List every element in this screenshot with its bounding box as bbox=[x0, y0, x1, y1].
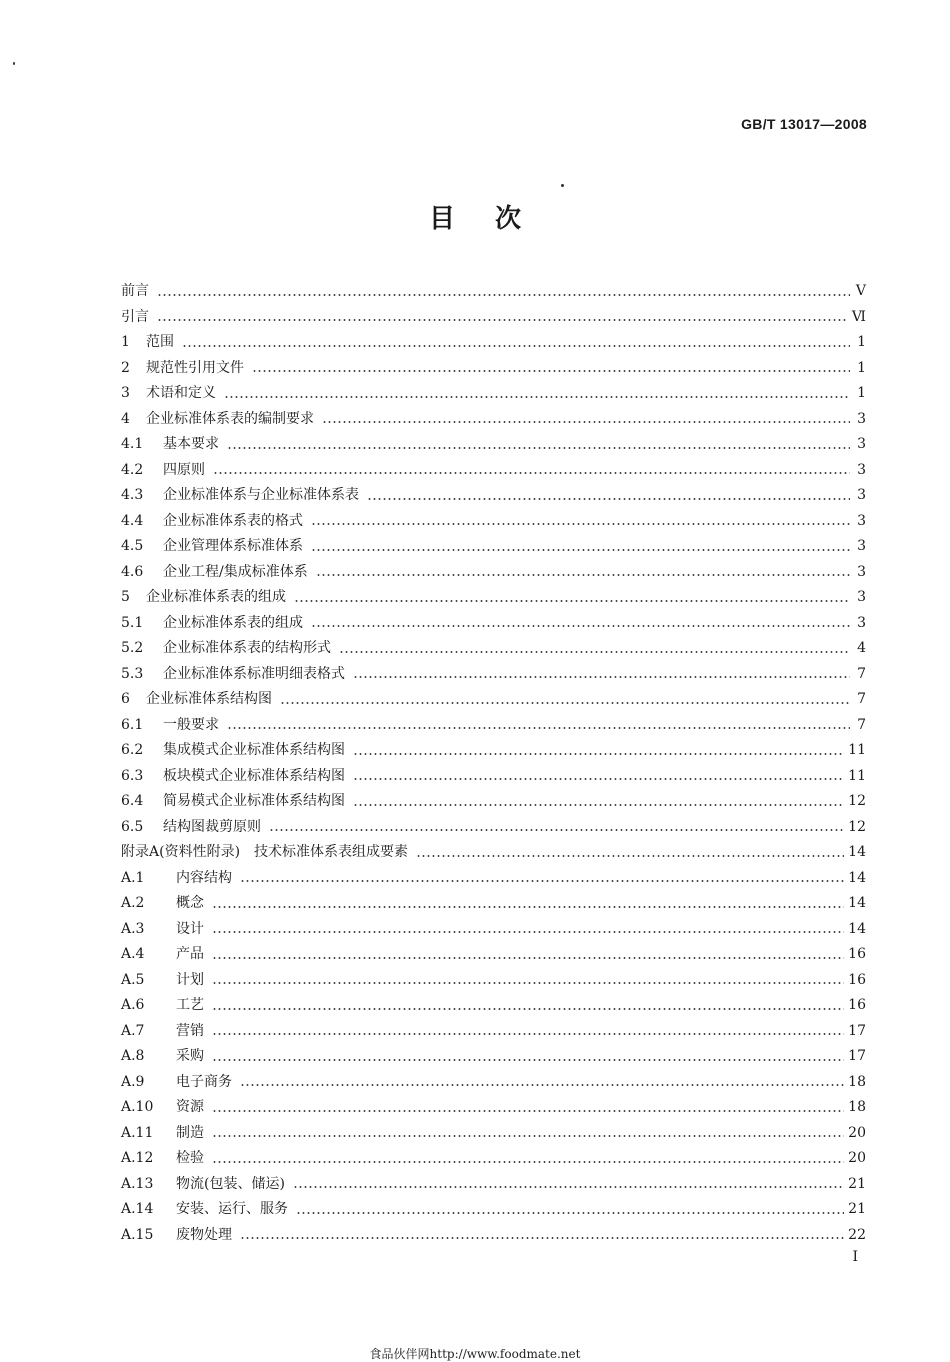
toc-entry[interactable] bbox=[121, 738, 866, 764]
toc-entry-page: 3 bbox=[857, 614, 866, 631]
toc-entry-number: 6.5 bbox=[121, 818, 144, 835]
toc-entry-title: 营销 bbox=[176, 1022, 204, 1039]
dot-leader bbox=[212, 1033, 844, 1035]
toc-entry[interactable] bbox=[121, 585, 866, 611]
toc-entry-page: 3 bbox=[857, 410, 866, 427]
toc-entry[interactable] bbox=[121, 305, 866, 331]
toc-entry-number: A.9 bbox=[121, 1073, 145, 1090]
toc-entry-number: A.10 bbox=[121, 1099, 154, 1115]
toc-entry[interactable] bbox=[121, 483, 866, 509]
toc-entry-number: 4.2 bbox=[121, 461, 144, 478]
toc-entry-page: 18 bbox=[848, 1099, 866, 1115]
scan-speck bbox=[561, 184, 564, 187]
dot-leader bbox=[157, 319, 848, 321]
toc-entry[interactable] bbox=[121, 993, 866, 1019]
toc-entry-title: 集成模式企业标准体系结构图 bbox=[163, 742, 345, 758]
toc-entry-title: 企业标准体系与企业标准体系表 bbox=[163, 487, 359, 503]
toc-entry[interactable] bbox=[121, 1070, 866, 1096]
toc-entry-page: 17 bbox=[848, 1022, 866, 1039]
toc-entry-page: 16 bbox=[848, 946, 866, 962]
toc-entry-number: 5.2 bbox=[121, 640, 144, 656]
toc-entry[interactable] bbox=[121, 1223, 866, 1249]
toc-entry-number: 5 bbox=[121, 589, 130, 605]
toc-entry-title: 设计 bbox=[176, 920, 204, 937]
dot-leader bbox=[224, 396, 850, 398]
dot-leader bbox=[240, 880, 844, 882]
toc-entry-number: 4.3 bbox=[121, 487, 144, 503]
toc-entry-title: 规范性引用文件 bbox=[146, 359, 244, 376]
toc-entry[interactable] bbox=[121, 942, 866, 968]
dot-leader bbox=[212, 931, 844, 933]
toc-entry-number: A.15 bbox=[121, 1226, 154, 1243]
dot-leader bbox=[212, 1059, 844, 1061]
toc-entry-title: 计划 bbox=[176, 971, 204, 988]
toc-entry[interactable] bbox=[121, 458, 866, 484]
toc-entry-page: 12 bbox=[848, 793, 866, 809]
toc-entry[interactable] bbox=[121, 330, 866, 356]
toc-entry[interactable] bbox=[121, 560, 866, 586]
toc-entry-page: 3 bbox=[857, 589, 866, 605]
dot-leader bbox=[212, 982, 844, 984]
dot-leader bbox=[212, 1008, 844, 1010]
dot-leader bbox=[157, 294, 850, 296]
toc-entry-page: 1 bbox=[857, 385, 866, 401]
toc-entry-title: 附录A(资料性附录) 技术标准体系表组成要素 bbox=[121, 844, 409, 860]
toc-entry-title: 产品 bbox=[176, 946, 204, 962]
toc-entry-title: 四原则 bbox=[163, 461, 205, 478]
toc-entry[interactable] bbox=[121, 1172, 866, 1198]
toc-entry-title: 板块模式企业标准体系结构图 bbox=[163, 767, 345, 784]
toc-entry-title: 物流(包装、储运) bbox=[176, 1175, 285, 1192]
toc-entry-title: 前言 bbox=[121, 283, 149, 299]
toc-entry-number: 5.3 bbox=[121, 665, 144, 682]
scan-speck bbox=[13, 62, 15, 65]
toc-entry[interactable] bbox=[121, 356, 866, 382]
toc-entry-number: 2 bbox=[121, 359, 130, 376]
dot-leader bbox=[311, 625, 850, 627]
toc-entry[interactable] bbox=[121, 866, 866, 892]
toc-entry-page: 7 bbox=[857, 691, 866, 707]
toc-entry-title: 基本要求 bbox=[163, 436, 219, 452]
dot-leader bbox=[212, 906, 844, 908]
toc-entry-page: 3 bbox=[857, 461, 866, 478]
toc-entry[interactable] bbox=[121, 968, 866, 994]
toc-entry[interactable] bbox=[121, 764, 866, 790]
toc-entry-page: 14 bbox=[848, 869, 866, 886]
toc-entry-number: A.5 bbox=[121, 971, 145, 988]
dot-leader bbox=[316, 574, 850, 576]
toc-entry-number: 6.4 bbox=[121, 793, 144, 809]
toc-entry-number: 5.1 bbox=[121, 614, 144, 631]
toc-entry-page: 20 bbox=[848, 1150, 866, 1166]
page-number: Ⅰ bbox=[852, 1249, 858, 1265]
dot-leader bbox=[293, 1186, 844, 1188]
toc-entry-title: 术语和定义 bbox=[146, 385, 216, 401]
toc-entry-page: 11 bbox=[848, 767, 866, 784]
toc-entry-page: 3 bbox=[857, 436, 866, 452]
toc-entry-number: 4.4 bbox=[121, 512, 144, 529]
toc-entry-title: 简易模式企业标准体系结构图 bbox=[163, 793, 345, 809]
toc-entry-page: 1 bbox=[857, 359, 866, 376]
toc-entry-number: A.6 bbox=[121, 997, 145, 1013]
toc-entry-title: 企业标准体系表的组成 bbox=[163, 614, 303, 631]
toc-entry[interactable] bbox=[121, 1146, 866, 1172]
toc-entry-number: A.12 bbox=[121, 1150, 154, 1166]
toc-entry-page: Ⅵ bbox=[851, 308, 866, 325]
toc-entry-title: 概念 bbox=[176, 895, 204, 911]
toc-entry[interactable] bbox=[121, 407, 866, 433]
toc-entry-number: A.3 bbox=[121, 920, 145, 937]
toc-entry[interactable] bbox=[121, 662, 866, 688]
toc-entry[interactable] bbox=[121, 891, 866, 917]
dot-leader bbox=[240, 1084, 844, 1086]
table-of-contents bbox=[121, 279, 866, 1248]
dot-leader bbox=[322, 421, 850, 423]
toc-entry[interactable] bbox=[121, 1019, 866, 1045]
toc-entry-title: 安装、运行、服务 bbox=[176, 1201, 288, 1217]
toc-entry-number: A.2 bbox=[121, 895, 145, 911]
dot-leader bbox=[280, 702, 850, 704]
toc-entry-page: 20 bbox=[848, 1124, 866, 1141]
toc-entry-number: A.7 bbox=[121, 1022, 145, 1039]
toc-entry-title: 采购 bbox=[176, 1048, 204, 1064]
toc-entry-number: 4.1 bbox=[121, 436, 144, 452]
standard-code: GB/T 13017—2008 bbox=[741, 116, 867, 132]
toc-entry-number: A.8 bbox=[121, 1048, 145, 1064]
toc-entry-title: 企业标准体系表的格式 bbox=[163, 512, 303, 529]
toc-entry-title: 工艺 bbox=[176, 997, 204, 1013]
toc-entry-title: 一般要求 bbox=[163, 716, 219, 733]
toc-entry-title: 结构图裁剪原则 bbox=[163, 818, 261, 835]
toc-entry-page: 3 bbox=[857, 563, 866, 580]
toc-entry-page: 12 bbox=[848, 818, 866, 835]
toc-entry-title: 企业标准体系标准明细表格式 bbox=[163, 665, 345, 682]
toc-entry[interactable] bbox=[121, 687, 866, 713]
toc-entry-page: 3 bbox=[857, 487, 866, 503]
toc-entry[interactable] bbox=[121, 381, 866, 407]
toc-entry-page: 14 bbox=[848, 895, 866, 911]
toc-entry-page: 18 bbox=[848, 1073, 866, 1090]
toc-entry-page: 21 bbox=[848, 1201, 866, 1217]
dot-leader bbox=[311, 523, 850, 525]
toc-entry-number: A.4 bbox=[121, 946, 145, 962]
toc-entry-page: 14 bbox=[848, 920, 866, 937]
toc-entry-title: 范围 bbox=[146, 334, 174, 350]
toc-entry[interactable] bbox=[121, 1095, 866, 1121]
dot-leader bbox=[182, 345, 850, 347]
toc-entry-page: 14 bbox=[848, 844, 866, 860]
toc-entry-number: A.13 bbox=[121, 1175, 154, 1192]
toc-entry[interactable] bbox=[121, 1121, 866, 1147]
toc-entry[interactable] bbox=[121, 534, 866, 560]
toc-entry-page: Ⅴ bbox=[855, 283, 866, 299]
dot-leader bbox=[240, 1237, 844, 1239]
dot-leader bbox=[252, 370, 850, 372]
dot-leader bbox=[212, 1110, 844, 1112]
toc-entry[interactable] bbox=[121, 1044, 866, 1070]
toc-entry-number: 1 bbox=[121, 334, 130, 350]
toc-entry-page: 16 bbox=[848, 971, 866, 988]
toc-entry-title: 电子商务 bbox=[176, 1073, 232, 1090]
toc-entry-number: 6 bbox=[121, 691, 130, 707]
toc-entry-number: 3 bbox=[121, 385, 130, 401]
toc-entry-page: 1 bbox=[857, 334, 866, 350]
toc-entry[interactable] bbox=[121, 279, 866, 305]
toc-entry[interactable] bbox=[121, 917, 866, 943]
toc-entry-title: 企业标准体系表的结构形式 bbox=[163, 640, 331, 656]
dot-leader bbox=[212, 1161, 844, 1163]
toc-entry-number: A.14 bbox=[121, 1201, 154, 1217]
footer-watermark: 食品伙伴网http://www.foodmate.net bbox=[369, 1347, 581, 1361]
toc-entry-title: 企业标准体系表的组成 bbox=[146, 589, 286, 605]
dot-leader bbox=[353, 778, 844, 780]
toc-entry[interactable] bbox=[121, 611, 866, 637]
toc-entry-title: 引言 bbox=[121, 308, 149, 325]
toc-entry-title: 资源 bbox=[176, 1099, 204, 1115]
dot-leader bbox=[296, 1212, 844, 1214]
dot-leader bbox=[311, 549, 850, 551]
dot-leader bbox=[213, 472, 850, 474]
toc-entry-page: 17 bbox=[848, 1048, 866, 1064]
toc-entry-number: A.1 bbox=[121, 869, 145, 886]
toc-entry-title: 制造 bbox=[176, 1124, 204, 1141]
toc-entry-title: 企业标准体系表的编制要求 bbox=[146, 410, 314, 427]
dot-leader bbox=[227, 447, 850, 449]
toc-entry[interactable] bbox=[121, 1197, 866, 1223]
toc-entry-page: 7 bbox=[857, 716, 866, 733]
toc-entry-number: 6.3 bbox=[121, 767, 144, 784]
dot-leader bbox=[416, 855, 844, 857]
toc-entry[interactable] bbox=[121, 713, 866, 739]
dot-leader bbox=[227, 727, 850, 729]
dot-leader bbox=[269, 829, 844, 831]
toc-entry-title: 废物处理 bbox=[176, 1226, 232, 1243]
toc-entry-page: 16 bbox=[848, 997, 866, 1013]
toc-entry-number: 6.2 bbox=[121, 742, 144, 758]
dot-leader bbox=[367, 498, 850, 500]
toc-entry[interactable] bbox=[121, 840, 866, 866]
toc-entry-page: 7 bbox=[857, 665, 866, 682]
toc-entry-page: 4 bbox=[857, 640, 866, 656]
toc-entry-page: 3 bbox=[857, 512, 866, 529]
toc-entry-page: 21 bbox=[848, 1175, 866, 1192]
toc-entry-title: 企业工程/集成标准体系 bbox=[163, 563, 308, 580]
toc-entry-title: 检验 bbox=[176, 1150, 204, 1166]
toc-entry[interactable] bbox=[121, 636, 866, 662]
toc-entry-number: 6.1 bbox=[121, 716, 144, 733]
toc-entry[interactable] bbox=[121, 789, 866, 815]
toc-entry-number: 4.5 bbox=[121, 538, 144, 554]
toc-entry-title: 企业管理体系标准体系 bbox=[163, 538, 303, 554]
toc-entry-title: 内容结构 bbox=[176, 869, 232, 886]
toc-entry-number: A.11 bbox=[121, 1124, 154, 1141]
dot-leader bbox=[353, 804, 844, 806]
dot-leader bbox=[353, 676, 850, 678]
dot-leader bbox=[212, 957, 844, 959]
dot-leader bbox=[212, 1135, 844, 1137]
toc-entry-number: 4 bbox=[121, 410, 130, 427]
dot-leader bbox=[353, 753, 844, 755]
toc-entry[interactable] bbox=[121, 815, 866, 841]
toc-entry[interactable] bbox=[121, 432, 866, 458]
toc-entry-page: 22 bbox=[848, 1226, 866, 1243]
page-title: 目次 bbox=[428, 204, 561, 234]
toc-entry-page: 11 bbox=[848, 742, 866, 758]
dot-leader bbox=[339, 651, 850, 653]
toc-entry-number: 4.6 bbox=[121, 563, 144, 580]
dot-leader bbox=[294, 600, 850, 602]
toc-entry-page: 3 bbox=[857, 538, 866, 554]
toc-entry-title: 企业标准体系结构图 bbox=[146, 691, 272, 707]
toc-entry[interactable] bbox=[121, 509, 866, 535]
